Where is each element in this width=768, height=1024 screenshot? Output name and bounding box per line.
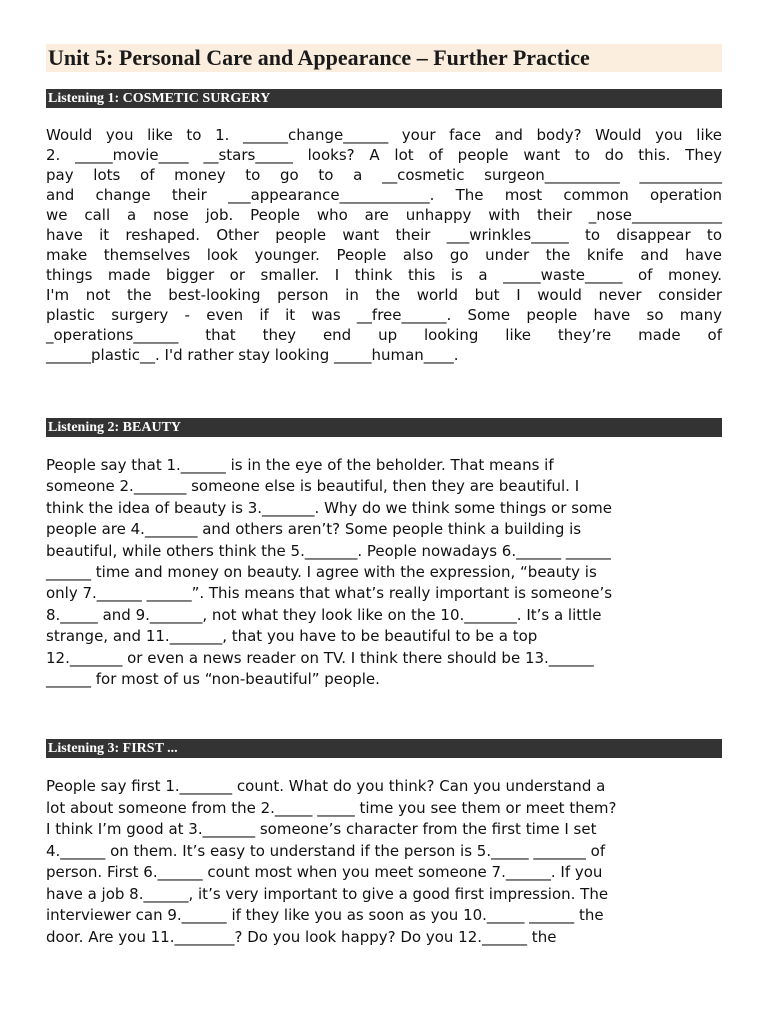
passage-line: person. First 6.______ count most when you meet someone 7.______. If you	[46, 863, 603, 881]
passage-line: I'm not the best-looking person in the world but I would never consider	[46, 286, 722, 304]
passage-line: pay lots of money to go to a __cosmetic surgeon__________ ___________	[46, 166, 722, 184]
passage-line: have a job 8.______, it’s very important to give a good first impression. The	[46, 884, 609, 903]
passage-line: _operations______ that they end up looking like they’re made of	[46, 326, 722, 344]
passage-line: interviewer can 9.______ if they like you as soon as you 10._____ ______ the	[46, 906, 604, 924]
passage-line: lot about someone from the 2._____ _____ time you see them or meet them?	[46, 798, 617, 817]
passage-line: I think I’m good at 3._______ someone’s character from the first time I set	[46, 820, 597, 838]
passage-line: ______ for most of us “non-beautiful” people.	[46, 670, 380, 689]
passage-line: People say that 1.______ is in the eye of the beholder. That means if	[46, 456, 554, 474]
passage-line: plastic surgery - even if it was __free______. Some people have so many	[46, 306, 722, 324]
passage-line: have it reshaped. Other people want their ___wrinkles_____ to disappear to	[46, 226, 722, 244]
passage-line: and change their ___appearance____________. The most common operation	[46, 186, 722, 204]
passage-line: make themselves look younger. People also go under the knife and have	[46, 246, 722, 264]
section-heading-cosmetic-surgery: Listening 1: COSMETIC SURGERY	[46, 89, 722, 108]
passage-line: strange, and 11._______, that you have to be beautiful to be a top	[46, 627, 538, 646]
passage-line: 2. _____movie____ __stars_____ looks? A lot of people want to do this. They	[46, 146, 722, 164]
passage-line: door. Are you 11.________? Do you look happy? Do you 12.______ the	[46, 927, 557, 946]
section-heading-beauty: Listening 2: BEAUTY	[46, 418, 722, 437]
passage-line: ______ time and money on beauty. I agree with the expression, “beauty is	[46, 563, 597, 582]
passage-line: 4.______ on them. It’s easy to understand if the person is 5._____ _______ of	[46, 841, 606, 860]
passage-line: 12._______ or even a news reader on TV. I think there should be 13.______	[46, 648, 594, 667]
page-title: Unit 5: Personal Care and Appearance – Further Practice	[46, 44, 722, 72]
passage-line: Would you like to 1. ______change______ your face and body? Would you like	[46, 126, 722, 144]
passage-line: beautiful, while others think the 5._______. People nowadays 6.______ ______	[46, 541, 611, 560]
passage-line: ______plastic__. I'd rather stay looking _____human____.	[46, 346, 459, 364]
passage-line: we call a nose job. People who are unhappy with their _nose____________	[46, 206, 722, 224]
passage-line: someone 2._______ someone else is beautiful, then they are beautiful. I	[46, 477, 580, 496]
passage-beauty	[46, 455, 722, 690]
passage-cosmetic-surgery	[46, 125, 722, 365]
passage-first	[46, 776, 722, 948]
section-heading-first: Listening 3: FIRST ...	[46, 739, 722, 758]
passage-line: think the idea of beauty is 3._______. Why do we think some things or some	[46, 498, 613, 517]
passage-line: people are 4._______ and others aren’t? Some people think a building is	[46, 520, 582, 539]
passage-line: 8._____ and 9._______, not what they look like on the 10._______. It’s a little	[46, 605, 602, 624]
passage-line: only 7.______ ______”. This means that what’s really important is someone’s	[46, 584, 613, 603]
passage-line: things made bigger or smaller. I think this is a _____waste_____ of money.	[46, 266, 722, 284]
passage-line: People say first 1._______ count. What do you think? Can you understand a	[46, 777, 606, 795]
